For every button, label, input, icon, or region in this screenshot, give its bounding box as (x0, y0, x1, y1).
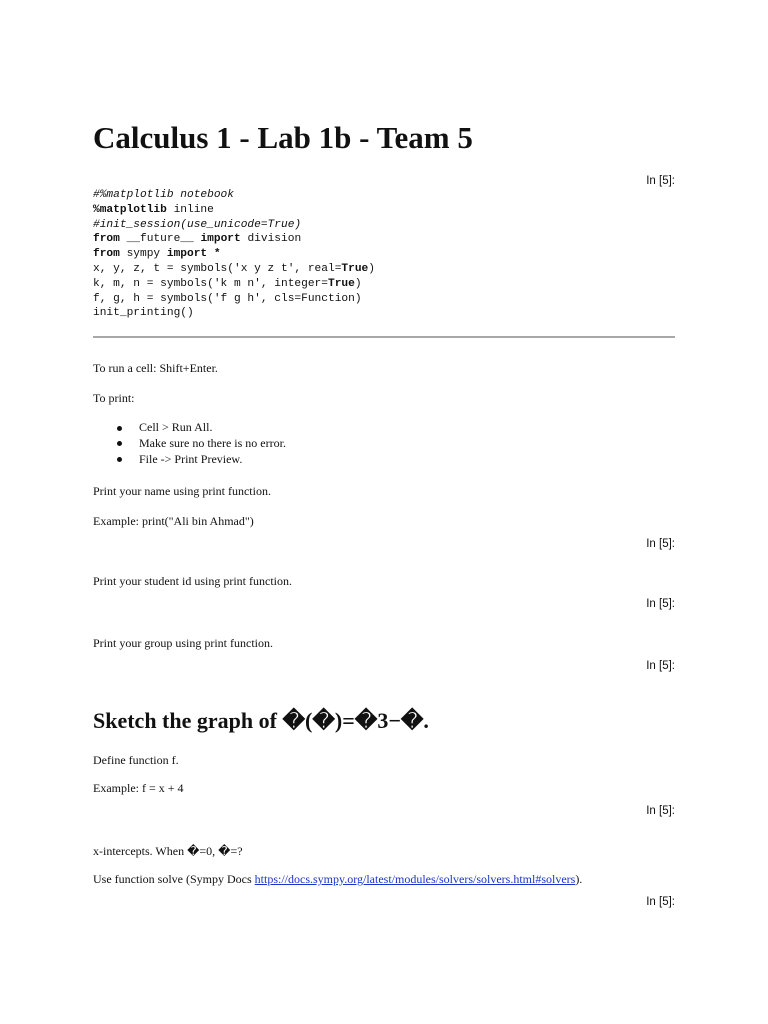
example-print-text: Example: print("Ali bin Ahmad") (93, 514, 254, 528)
code-line: %matplotlib inline (93, 203, 214, 216)
code-line: from sympy import * (93, 248, 221, 261)
bullet-icon (117, 441, 122, 446)
list-item: Cell > Run All. (93, 420, 286, 436)
solve-instructions: Use function solve (Sympy Docs https://docs.sympy.org/latest/modules/solvers/solvers.html#solvers). (93, 872, 583, 886)
code-line: from __future__ import division (93, 233, 302, 246)
cell-prompt-label: In [5]: (646, 660, 675, 672)
code-line: init_printing() (93, 307, 194, 320)
cell-prompt-label: In [5]: (646, 598, 675, 610)
code-line: f, g, h = symbols('f g h', cls=Function) (93, 292, 362, 305)
example-f-text: Example: f = x + 4 (93, 781, 184, 795)
bullet-icon (117, 426, 122, 431)
print-name-text: Print your name using print function. (93, 484, 271, 498)
divider (93, 336, 675, 338)
bullet-icon (117, 457, 122, 462)
print-group-text: Print your group using print function. (93, 636, 273, 650)
print-steps-list (93, 420, 286, 467)
code-line: #init_session(use_unicode=True) (93, 218, 302, 231)
run-cell-text: To run a cell: Shift+Enter. (93, 361, 218, 375)
code-line: k, m, n = symbols('k m n', integer=True) (93, 277, 362, 290)
cell-prompt-label: In [5]: (646, 805, 675, 817)
list-item: File -> Print Preview. (93, 452, 286, 468)
sympy-docs-link[interactable]: https://docs.sympy.org/latest/modules/solvers/solvers.html#solvers (254, 872, 576, 886)
cell-prompt-label: In [5]: (646, 896, 675, 908)
code-cell[interactable] (93, 188, 375, 321)
print-id-text: Print your student id using print function. (93, 574, 292, 588)
define-f-text: Define function f. (93, 753, 179, 767)
code-line: #%matplotlib notebook (93, 189, 234, 201)
cell-prompt-label: In [5]: (646, 538, 675, 550)
section-heading: Sketch the graph of �(�)=�3−�. (93, 708, 429, 733)
cell-prompt-label: In [5]: (646, 175, 675, 187)
code-line: x, y, z, t = symbols('x y z t', real=True) (93, 262, 375, 275)
list-item: Make sure no there is no error. (93, 436, 286, 452)
page-title: Calculus 1 - Lab 1b - Team 5 (93, 120, 473, 155)
x-intercepts-text: x-intercepts. When �=0, �=? (93, 844, 243, 858)
to-print-text: To print: (93, 391, 135, 405)
